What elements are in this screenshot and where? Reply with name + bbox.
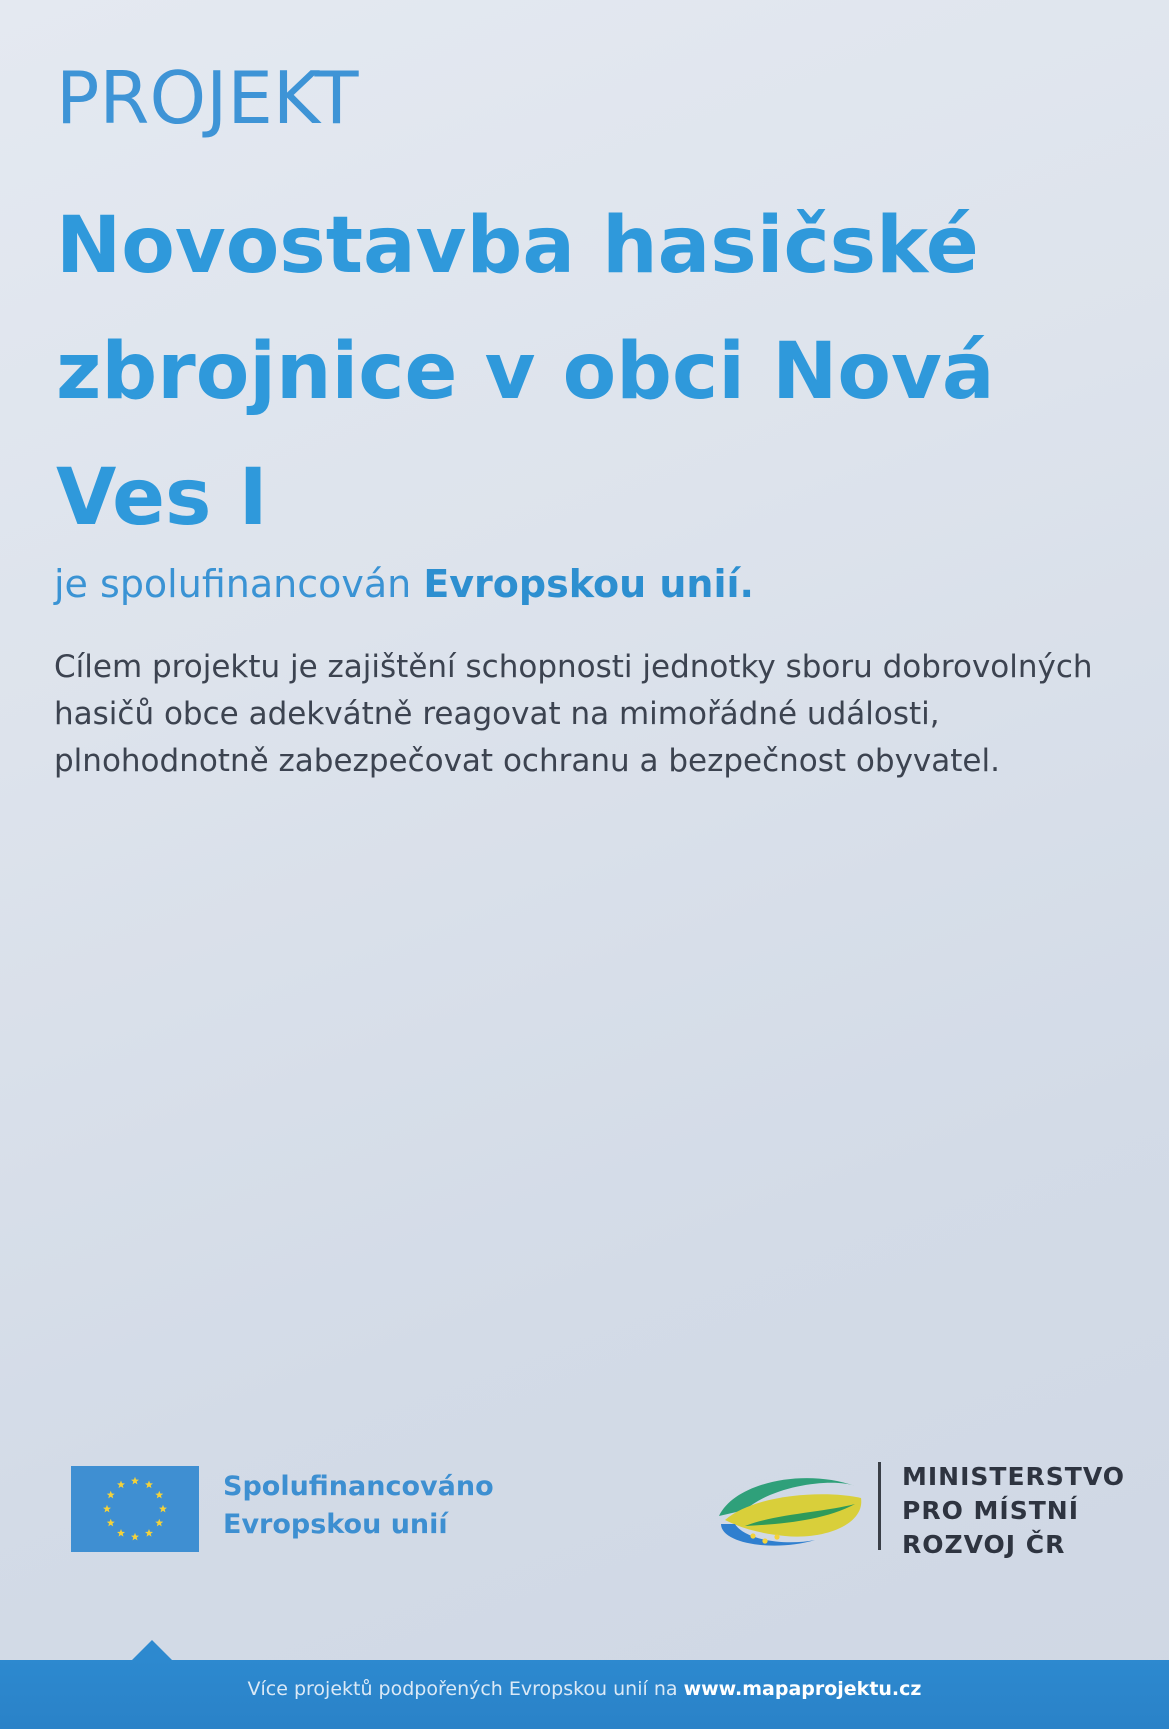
cofinancing-statement [54,560,754,608]
footer-text: Více projektů podpořených Evropskou unií na [247,1678,678,1700]
eu-flag-icon [71,1466,199,1552]
ministry-line-1: MINISTERSTVO [902,1462,1126,1491]
ministry-divider [878,1462,881,1550]
footer-note [0,1660,1169,1718]
eu-label-line-2: Evropskou unií [223,1509,448,1540]
ministry-line-2: PRO MÍSTNÍ [902,1496,1079,1525]
ministry-name [902,1460,1125,1562]
project-description: Cílem projektu je zajištění schopnosti jednotky sboru dobrovolných hasičů obce adekvátně reagovat na mimořádné události, plnohodnotně zabezpečovat ochranu a bezpečnost obyvatel. [54,649,1093,779]
eu-label-line-1: Spolufinancováno [223,1471,494,1502]
eu-cofinancing-label [223,1468,494,1544]
footer-url[interactable]: www.mapaprojektu.cz [683,1678,922,1700]
footer-notch [132,1640,172,1660]
ministry-emblem-icon [715,1464,865,1550]
cofinancing-prefix: je spolufinancován [54,562,412,606]
cofinancing-highlight: Evropskou unií. [423,562,754,606]
ministry-line-3: ROZVOJ ČR [902,1530,1066,1559]
poster-title: Novostavba hasičské zbrojnice v obci Nová Ves I [56,201,995,543]
poster-eyebrow: PROJEKT [56,56,359,140]
